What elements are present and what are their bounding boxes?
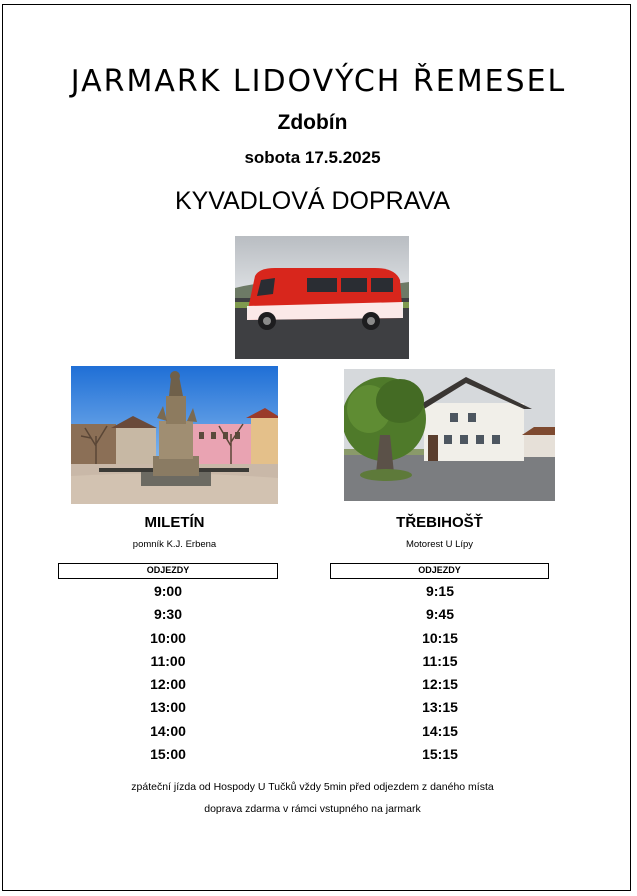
departure-time: 10:00 (150, 629, 186, 646)
free-transport-note: doprava zdarma v rámci vstupného na jarmark (204, 803, 421, 815)
departure-time: 11:00 (150, 652, 186, 669)
departure-time: 9:30 (153, 606, 183, 623)
departure-time: 14:15 (422, 722, 458, 739)
return-trip-note: zpáteční jízda od Hospody U Tučků vždy 5min před odjezdem z daného místa (131, 781, 494, 793)
monument-photo (71, 366, 278, 504)
timetable-miletin (58, 580, 278, 766)
departure-time: 10:15 (422, 629, 458, 646)
departure-time: 9:15 (425, 583, 455, 599)
departures-header-trebihost: ODJEZDY (330, 563, 549, 579)
stop-name-trebihost: TŘEBIHOŠŤ (396, 514, 483, 531)
stop-detail-trebihost: Motorest U Lípy (405, 539, 474, 550)
event-date: sobota 17.5.2025 (244, 148, 381, 167)
departure-time: 14:00 (150, 722, 186, 739)
shuttle-heading: KYVADLOVÁ DOPRAVA (174, 187, 451, 215)
departures-header-miletin: ODJEZDY (58, 563, 278, 579)
departure-time: 13:00 (150, 699, 186, 716)
page-title: JARMARK LIDOVÝCH ŘEMESEL (70, 64, 567, 99)
departure-time: 12:00 (150, 676, 186, 693)
departure-time: 11:15 (422, 652, 458, 669)
departure-time: 15:00 (150, 746, 186, 763)
timetable-trebihost (330, 580, 550, 766)
departure-time: 12:15 (422, 676, 458, 693)
stop-name-miletin: MILETÍN (144, 514, 205, 531)
departure-time: 9:00 (153, 583, 183, 599)
departure-time: 15:15 (422, 746, 458, 763)
motorest-photo (344, 369, 555, 501)
departure-time: 13:15 (422, 699, 458, 716)
stop-detail-miletin: pomník K.J. Erbena (132, 539, 217, 550)
event-location: Zdobín (277, 111, 348, 134)
departure-time: 9:45 (425, 606, 455, 623)
shuttle-van-photo (235, 236, 409, 359)
